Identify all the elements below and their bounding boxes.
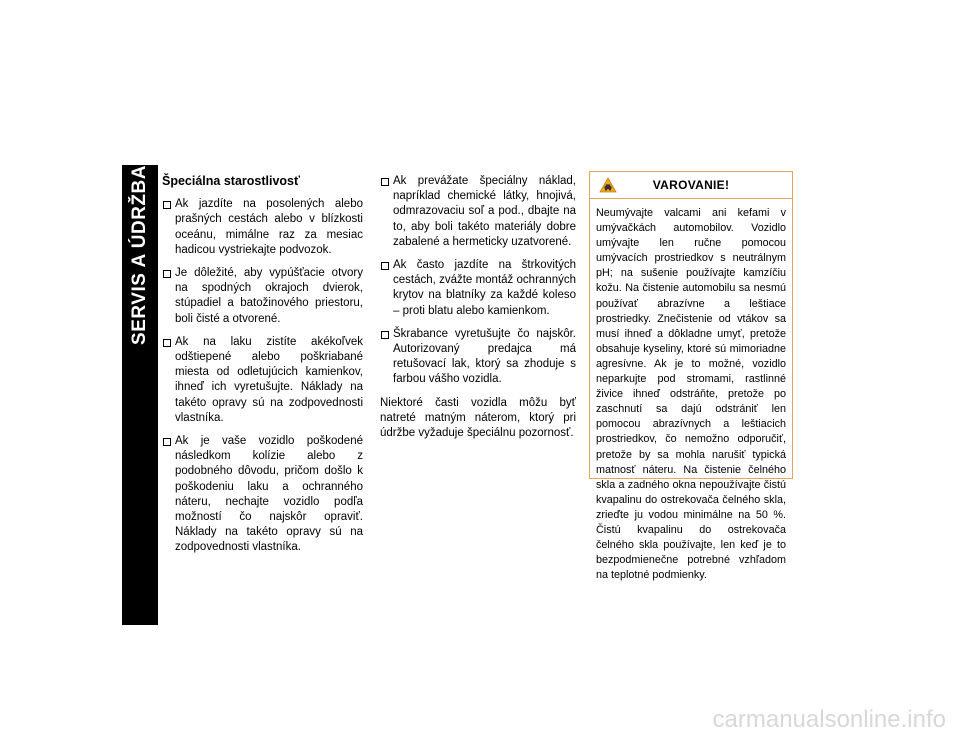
checkbox-bullet-icon — [381, 331, 389, 339]
list-item: Škrabance vyretušujte čo najskôr. Autorizovaný predajca má retušovací lak, ktorý sa zhoduje s farbou vášho vozidla. — [380, 327, 576, 388]
checkbox-bullet-icon — [381, 178, 389, 186]
watermark: carmanualsonline.info — [712, 706, 946, 733]
list-item: Je dôležité, aby vypúšťacie otvory na spodných okrajoch dvierok, stúpadiel a batožinového priestoru, boli čisté a otvorené. — [162, 266, 363, 327]
section-tab — [122, 165, 158, 625]
warning-box — [589, 171, 793, 582]
list-item: Ak jazdíte na posolených alebo prašných cestách alebo v blízkosti oceánu, mimálne raz za mesiac hadicou vystriekajte podvozok. — [162, 197, 363, 258]
checkbox-bullet-icon — [163, 270, 171, 278]
warning-title: VAROVANIE! — [652, 178, 730, 192]
page-number: 280 — [126, 557, 150, 573]
left-column — [162, 174, 363, 564]
body-paragraph: Niektoré časti vozidla môžu byť natreté matným náterom, ktorý pri údržbe vyžaduje špeciálnu pozornosť. — [380, 396, 576, 440]
warning-header — [590, 172, 792, 199]
list-item: Ak na laku zistíte akékoľvek odštiepené alebo poškriabané miesta od odletujúcich kamienkov, ihneď ich vyretušujte. Náklady na takéto opravy sú na zodpovednosti vlastníka. — [162, 335, 363, 426]
bullet-list — [162, 197, 363, 555]
checkbox-bullet-icon — [381, 262, 389, 270]
list-item: Ak často jazdíte na štrkovitých cestách, zvážte montáž ochranných krytov na blatníky za každé koleso – proti blatu alebo kamienkom. — [380, 258, 576, 319]
list-item: Ak prevážate špeciálny náklad, napríklad chemické látky, hnojivá, odmrazovaciu soľ a pod., dbajte na to, aby boli takéto materiály dobre zabalené a hermeticky uzatvorené. — [380, 174, 576, 250]
bullet-list — [380, 174, 576, 388]
checkbox-bullet-icon — [163, 339, 171, 347]
warning-text: Neumývajte valcami ani kefami v umývačkách automobilov. Vozidlo umývajte len ručne pomocou umývacích prostriedkov s neutrálnym pH; na sušenie používajte kamzíčiu kožu. Na čistenie automobilu sa nesmú používať abrazívne a leštiace prostriedky. Znečistenie od vtákov sa musí ihneď a dôkladne umyť, pretože obsahuje kyseliny, ktoré sú mimoriadne agresívne. Ak je to možné, vozidlo neparkujte pod stromami, rastlinné živice ihneď odstráňte, pretože po zaschnutí sa dajú odstrániť len pomocou abrazívnych a leštiacich prostriedkov, čo nemožno odporučiť, pretože by sa mohla narušiť typická matnosť náteru. Na čistenie čelného skla a zadného okna nepoužívajte čistú kvapalinu do ostrekovača čelného skla, zrieďte ju vodou minimálne na 50 %. Čistú kvapalinu do ostrekovača čelného skla používajte, len keď je to bezpodmienečne potrebné vzhľadom na teplotné podmienky. — [596, 207, 786, 582]
section-heading: Špeciálna starostlivosť — [162, 174, 300, 188]
list-item: Ak je vaše vozidlo poškodené následkom kolízie alebo z podobného dôvodu, pričom došlo k poškodeniu laku a ochranného náteru, nechajte vozidlo podľa možností čo najskôr opraviť. Náklady na takéto opravy sú na zodpovednosti vlastníka. — [162, 434, 363, 556]
middle-column — [380, 174, 576, 441]
checkbox-bullet-icon — [163, 201, 171, 209]
section-tab-label: SERVIS A ÚDRŽBA — [129, 165, 150, 345]
checkbox-bullet-icon — [163, 438, 171, 446]
